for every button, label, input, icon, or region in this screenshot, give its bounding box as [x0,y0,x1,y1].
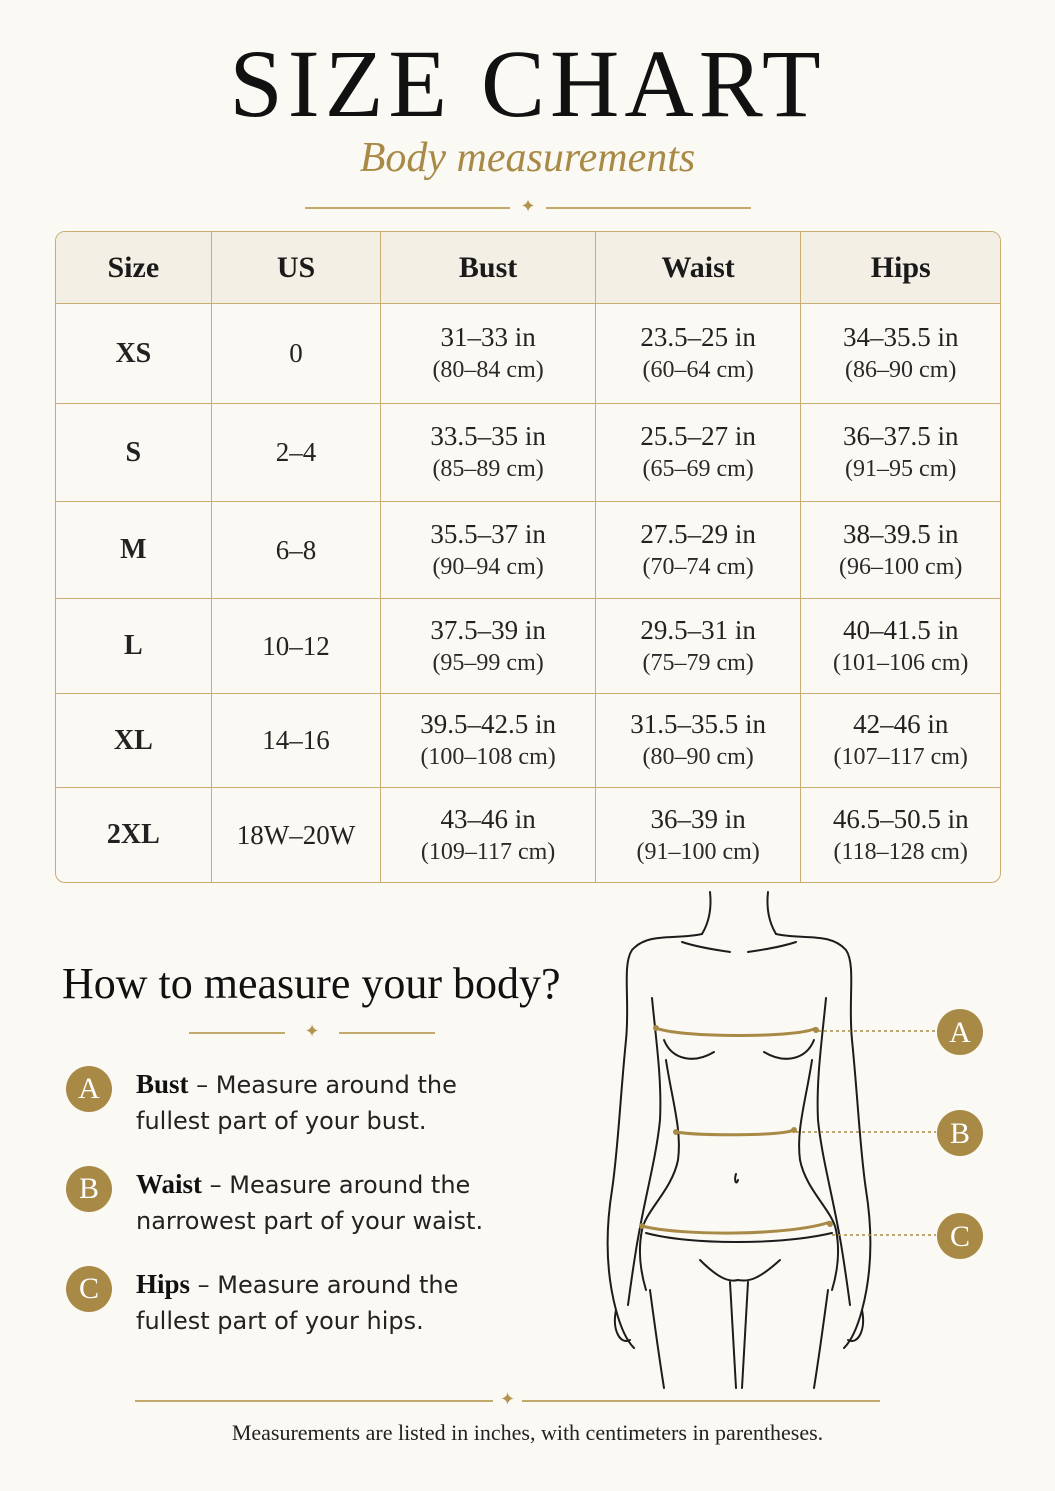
body-figure-illustration [590,890,1010,1390]
bust-inches: 37.5–39 in [430,614,546,645]
hips-inches: 34–35.5 in [842,322,959,353]
waist-inches: 23.5–25 in [640,322,756,353]
table-row [56,304,1000,404]
hips-cm: (101–106 cm) [833,649,969,676]
figure-label-b-text: B [949,1117,971,1150]
cell-bust [381,502,596,599]
cell-hips [801,502,1000,599]
cell-waist [596,694,802,788]
cell-size: XL [56,694,212,788]
hips-inches: 40–41.5 in [842,614,959,645]
footer-note: Measurements are listed in inches, with centimeters in parentheses. [231,1420,824,1445]
badge-a: A [66,1066,112,1112]
badge-b: B [66,1166,112,1212]
bust-inches: 35.5–37 in [430,518,546,549]
waist-cm: (65–69 cm) [642,456,754,483]
hips-cm: (107–117 cm) [833,744,968,771]
size-table [55,231,1001,883]
column-header-size: Size [56,232,212,304]
cell-bust [381,788,596,882]
hips-cm: (91–95 cm) [845,456,957,483]
cell-us: 14–16 [212,694,382,788]
figure-label-c-text: C [949,1220,971,1253]
waist-inches: 31.5–35.5 in [630,709,767,740]
diamond-ornament-icon: ✦ [520,196,536,217]
cell-hips [801,694,1000,788]
cell-us: 0 [212,304,382,404]
hips-inches: 42–46 in [853,709,949,740]
waist-inches: 25.5–27 in [640,421,756,452]
cell-waist [596,502,802,599]
column-header-bust: Bust [381,232,596,304]
bust-inches: 33.5–35 in [430,421,546,452]
hips-cm: (86–90 cm) [845,357,957,384]
table-row [56,788,1000,882]
cell-bust [381,304,596,404]
waist-cm: (75–79 cm) [642,649,754,676]
cell-size: S [56,404,212,502]
waist-cm: (80–90 cm) [642,744,754,771]
table-header-row [56,232,1000,304]
hips-inches: 36–37.5 in [842,421,959,452]
waist-cm: (60–64 cm) [642,357,754,384]
bust-cm: (100–108 cm) [420,744,556,771]
measure-description: – Measure around the fullest part of your bust. [136,1071,457,1135]
how-to-divider [189,1021,435,1043]
bust-inches: 43–46 in [440,803,536,834]
measure-name: Waist [136,1169,203,1199]
column-header-waist: Waist [596,232,802,304]
footer-divider [135,1389,880,1411]
cell-hips [801,304,1000,404]
table-row [56,404,1000,502]
waist-cm: (91–100 cm) [636,838,760,865]
diamond-ornament-icon: ✦ [499,1389,516,1410]
hips-inches: 38–39.5 in [842,518,959,549]
table-row [56,694,1000,788]
cell-bust [381,599,596,694]
page-subtitle: Body measurements [359,135,696,181]
column-header-hips: Hips [801,232,1000,304]
column-header-us: US [212,232,382,304]
cell-hips [801,788,1000,882]
measure-name: Bust [136,1069,189,1099]
waist-cm: (70–74 cm) [642,553,754,580]
badge-c: C [66,1266,112,1312]
bust-inches: 31–33 in [440,322,536,353]
measure-description: – Measure around the narrowest part of your waist. [136,1171,484,1235]
bust-cm: (90–94 cm) [432,553,544,580]
bust-cm: (95–99 cm) [432,649,544,676]
bust-cm: (109–117 cm) [420,838,556,865]
cell-us: 18W–20W [212,788,382,882]
cell-size: M [56,502,212,599]
diamond-ornament-icon: ✦ [304,1021,320,1042]
waist-inches: 36–39 in [650,803,746,834]
cell-bust [381,404,596,502]
hips-inches: 46.5–50.5 in [832,803,969,834]
measure-name: Hips [136,1269,191,1299]
hips-cm: (118–128 cm) [833,838,968,865]
table-row [56,599,1000,694]
waist-inches: 29.5–31 in [640,614,756,645]
bust-cm: (80–84 cm) [432,357,544,384]
cell-size: L [56,599,212,694]
cell-us: 10–12 [212,599,382,694]
cell-waist [596,404,802,502]
cell-us: 6–8 [212,502,382,599]
measure-description: – Measure around the fullest part of your hips. [136,1271,459,1335]
page-title: SIZE CHART [229,30,826,137]
how-to-measure-title: How to measure your body? [62,959,561,1008]
cell-bust [381,694,596,788]
hips-cm: (96–100 cm) [839,553,963,580]
cell-size: 2XL [56,788,212,882]
title-divider [305,196,751,218]
waist-inches: 27.5–29 in [640,518,756,549]
bust-cm: (85–89 cm) [432,456,544,483]
bust-inches: 39.5–42.5 in [420,709,556,740]
cell-hips [801,599,1000,694]
figure-label-a-text: A [949,1016,971,1049]
cell-size: XS [56,304,212,404]
cell-waist [596,788,802,882]
cell-waist [596,304,802,404]
cell-us: 2–4 [212,404,382,502]
cell-waist [596,599,802,694]
cell-hips [801,404,1000,502]
table-row [56,502,1000,599]
